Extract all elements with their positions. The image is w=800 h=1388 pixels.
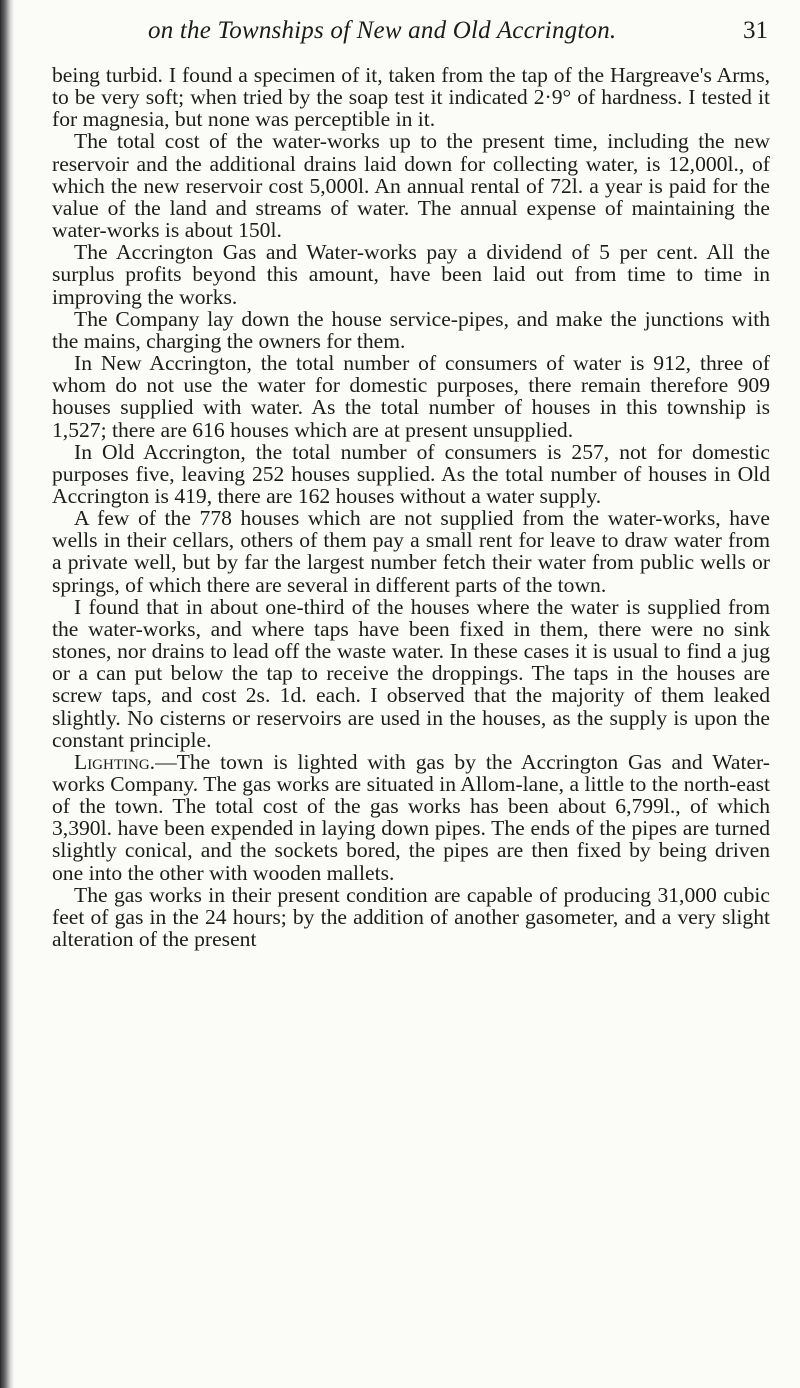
- paragraph: The gas works in their present condition are capable of producing 31,000 cubic feet of gas in the 24 hours; by the addition of another gasometer, and a very slight alteration of the present: [52, 882, 770, 952]
- section-heading-lighting: Lighting.: [74, 749, 156, 774]
- paragraph: The Company lay down the house service-pipes, and make the junctions with the mains, charging the owners for them.: [52, 306, 770, 353]
- running-head: on the Townships of New and Old Accrington.: [148, 17, 617, 44]
- paragraph: The total cost of the water-works up to the present time, including the new reservoir and the additional drains laid down for collecting water, is 12,000l., of which the new reservoir cost 5,000l. An annual rental of 72l. a year is paid for the value of the land and streams of water. The annual expense of maintaining the water-works is about 150l.: [52, 129, 770, 243]
- paragraph: In New Accrington, the total number of consumers of water is 912, three of whom do not use the water for domestic purposes, there remain therefore 909 houses supplied with water. As the total number of houses in this township is 1,527; there are 616 houses which are at present unsupplied.: [52, 351, 770, 442]
- page-number: 31: [743, 17, 768, 44]
- paragraph-lighting: [52, 751, 770, 884]
- paragraph: The Accrington Gas and Water-works pay a dividend of 5 per cent. All the surplus profits beyond this amount, have been laid out from time to time in improving the works.: [52, 240, 770, 309]
- paragraph: I found that in about one-third of the houses where the water is supplied from the water-works, and where taps have been fixed in them, there were no sink stones, nor drains to lead off the waste water. In these cases it is usual to find a jug or a can put below the tap to receive the droppings. The taps in the houses are screw taps, and cost 2s. 1d. each. I observed that the majority of them leaked slightly. No cisterns or reservoirs are used in the houses, as the supply is upon the constant principle.: [52, 594, 770, 752]
- paragraph: being turbid. I found a specimen of it, taken from the tap of the Hargreave's Arms, to be very soft; when tried by the soap test it indicated 2·9° of hardness. I tested it for magnesia, but none was perceptible in it.: [52, 63, 770, 132]
- paragraph: A few of the 778 houses which are not supplied from the water-works, have wells in their cellars, others of them pay a small rent for leave to draw water from a private well, but by far the largest number fetch their water from public wells or springs, of which there are several in different parts of the town.: [52, 506, 770, 597]
- page-header: [148, 17, 778, 53]
- body-text: [52, 64, 770, 950]
- paragraph: In Old Accrington, the total number of consumers is 257, not for domestic purposes five, leaving 252 houses supplied. As the total number of houses in Old Accrington is 419, there are 162 houses without a water supply.: [52, 439, 770, 508]
- paragraph-text: —The town is lighted with gas by the Accrington Gas and Water-works Company. The gas works are situated in Allom-lane, a little to the north-east of the town. The total cost of the gas works has been about 6,799l., of which 3,390l. have been expended in laying down pipes. The ends of the pipes are turned slightly conical, and the sockets bored, the pipes are then fixed by being driven one into the other with wooden mallets.: [52, 749, 770, 885]
- binding-shadow: [0, 0, 14, 1388]
